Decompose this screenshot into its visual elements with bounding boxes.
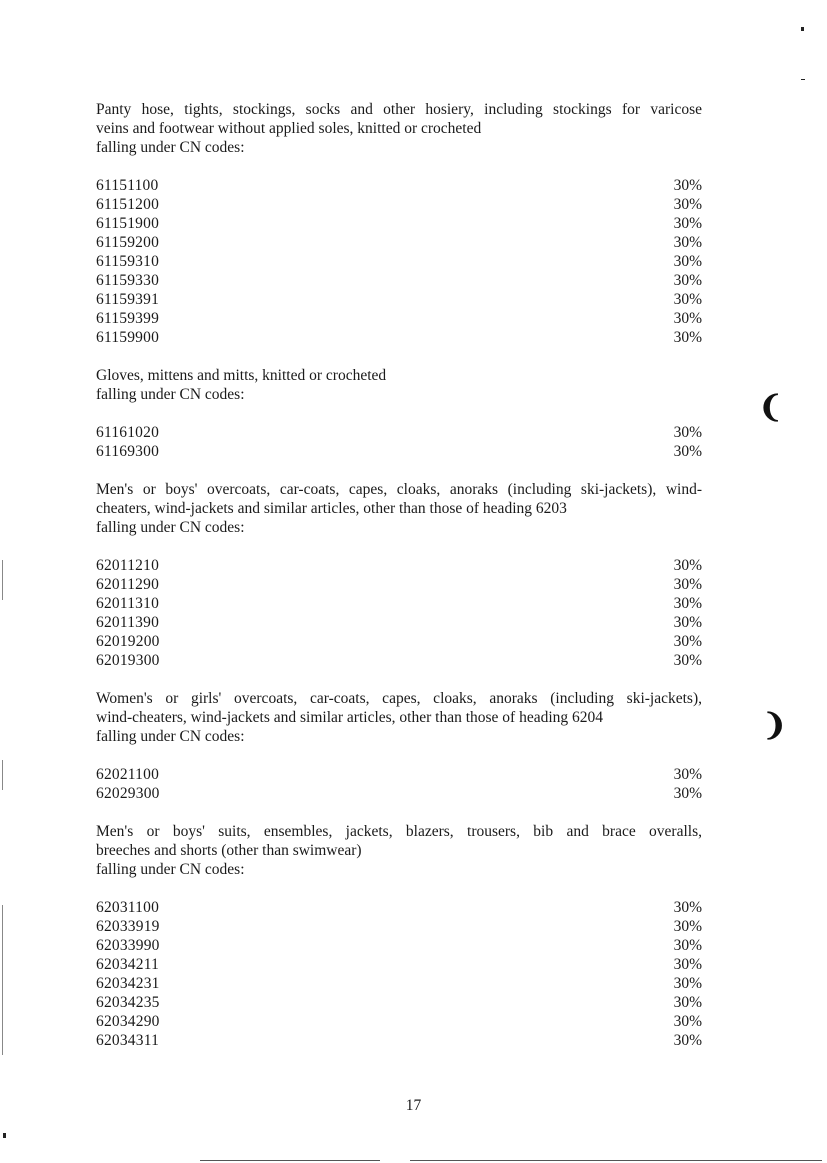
cn-code: 61159310 (96, 253, 160, 270)
duty-rate: 30% (673, 443, 702, 460)
code-row (96, 651, 702, 670)
cn-code: 61159391 (96, 291, 160, 308)
duty-rate: 30% (673, 633, 702, 650)
cn-code: 61159330 (96, 272, 160, 289)
scan-dash (801, 79, 805, 80)
code-row (96, 195, 702, 214)
duty-rate: 30% (673, 614, 702, 631)
duty-rate: 30% (673, 994, 702, 1011)
cn-code-list (96, 765, 702, 803)
cn-code: 61151900 (96, 215, 160, 232)
duty-rate: 30% (673, 956, 702, 973)
code-row (96, 594, 702, 613)
cn-code: 62034211 (96, 956, 160, 973)
scan-left-edge (2, 560, 3, 600)
falling-under-label: falling under CN codes: (96, 386, 245, 403)
code-row (96, 936, 702, 955)
description-line: Men's or boys' suits, ensembles, jackets, blazers, trousers, bib and brace overalls, (96, 823, 702, 840)
cn-code: 62019300 (96, 652, 160, 669)
code-row (96, 1012, 702, 1031)
cn-code: 61161020 (96, 424, 160, 441)
duty-rate: 30% (673, 272, 702, 289)
description-line: veins and footwear without applied soles, knitted or crocheted (96, 120, 482, 137)
code-row (96, 214, 702, 233)
code-row (96, 423, 702, 442)
duty-rate: 30% (673, 785, 702, 802)
tariff-section (96, 480, 702, 670)
duty-rate: 30% (673, 291, 702, 308)
cn-code: 62031100 (96, 899, 160, 916)
code-row (96, 290, 702, 309)
cn-code: 61159399 (96, 310, 160, 327)
duty-rate: 30% (673, 329, 702, 346)
duty-rate: 30% (673, 899, 702, 916)
section-description (96, 689, 702, 746)
cn-code: 62011210 (96, 557, 160, 574)
cn-code: 61159200 (96, 234, 160, 251)
cn-code: 62034290 (96, 1013, 160, 1030)
code-row (96, 993, 702, 1012)
code-row (96, 252, 702, 271)
scan-left-edge (2, 905, 3, 1055)
section-description (96, 100, 702, 157)
section-description (96, 822, 702, 879)
cn-code: 62034235 (96, 994, 160, 1011)
cn-code: 62034311 (96, 1032, 160, 1049)
duty-rate: 30% (673, 424, 702, 441)
description-line: Panty hose, tights, stockings, socks and other hosiery, including stockings for varicose (96, 101, 702, 118)
code-row (96, 328, 702, 347)
code-row (96, 575, 702, 594)
code-row (96, 176, 702, 195)
code-row (96, 613, 702, 632)
duty-rate: 30% (673, 177, 702, 194)
code-row (96, 974, 702, 993)
code-row (96, 442, 702, 461)
duty-rate: 30% (673, 975, 702, 992)
cn-code: 61169300 (96, 443, 160, 460)
scan-dot (3, 1133, 6, 1138)
description-line: breeches and shorts (other than swimwear) (96, 842, 362, 859)
code-row (96, 955, 702, 974)
scan-left-edge (2, 760, 3, 790)
binder-hole-mark: ❩ (762, 708, 788, 743)
code-row (96, 784, 702, 803)
duty-rate: 30% (673, 310, 702, 327)
cn-code: 62011290 (96, 576, 160, 593)
duty-rate: 30% (673, 918, 702, 935)
scan-bottom-edge (410, 1160, 822, 1161)
falling-under-label: falling under CN codes: (96, 139, 245, 156)
cn-code: 62021100 (96, 766, 160, 783)
cn-code: 62019200 (96, 633, 160, 650)
section-description (96, 480, 702, 537)
description-line: Men's or boys' overcoats, car-coats, capes, cloaks, anoraks (including ski-jackets), wind- (96, 481, 702, 498)
scan-bottom-edge (200, 1160, 380, 1161)
cn-code: 61159900 (96, 329, 160, 346)
scan-dot (801, 27, 804, 31)
tariff-section (96, 689, 702, 803)
duty-rate: 30% (673, 766, 702, 783)
cn-code-list (96, 898, 702, 1050)
duty-rate: 30% (673, 652, 702, 669)
code-row (96, 233, 702, 252)
falling-under-label: falling under CN codes: (96, 861, 245, 878)
duty-rate: 30% (673, 557, 702, 574)
cn-code-list (96, 556, 702, 670)
cn-code: 62033990 (96, 937, 160, 954)
duty-rate: 30% (673, 253, 702, 270)
falling-under-label: falling under CN codes: (96, 728, 245, 745)
duty-rate: 30% (673, 595, 702, 612)
code-row (96, 309, 702, 328)
cn-code: 62029300 (96, 785, 160, 802)
code-row (96, 898, 702, 917)
falling-under-label: falling under CN codes: (96, 519, 245, 536)
code-row (96, 632, 702, 651)
cn-code: 62011390 (96, 614, 160, 631)
cn-code: 61151200 (96, 196, 160, 213)
cn-code: 61151100 (96, 177, 159, 194)
cn-code-list (96, 176, 702, 347)
description-line: Women's or girls' overcoats, car-coats, capes, cloaks, anoraks (including ski-jackets), (96, 690, 702, 707)
cn-code-list (96, 423, 702, 461)
description-line: wind-cheaters, wind-jackets and similar articles, other than those of heading 6204 (96, 709, 604, 726)
binder-hole-mark: ❨ (758, 390, 784, 425)
cn-code: 62034231 (96, 975, 160, 992)
code-row (96, 271, 702, 290)
description-line: cheaters, wind-jackets and similar articles, other than those of heading 6203 (96, 500, 567, 517)
description-line: Gloves, mittens and mitts, knitted or crocheted (96, 367, 387, 384)
duty-rate: 30% (673, 1032, 702, 1049)
code-row (96, 556, 702, 575)
page-number: 17 (405, 1097, 422, 1114)
code-row (96, 1031, 702, 1050)
section-description (96, 366, 702, 404)
document-body (96, 100, 702, 1069)
duty-rate: 30% (673, 576, 702, 593)
duty-rate: 30% (673, 215, 702, 232)
duty-rate: 30% (673, 1013, 702, 1030)
tariff-section (96, 366, 702, 461)
duty-rate: 30% (673, 196, 702, 213)
tariff-section (96, 822, 702, 1050)
cn-code: 62011310 (96, 595, 160, 612)
duty-rate: 30% (673, 937, 702, 954)
tariff-section (96, 100, 702, 347)
cn-code: 62033919 (96, 918, 160, 935)
code-row (96, 917, 702, 936)
code-row (96, 765, 702, 784)
duty-rate: 30% (673, 234, 702, 251)
